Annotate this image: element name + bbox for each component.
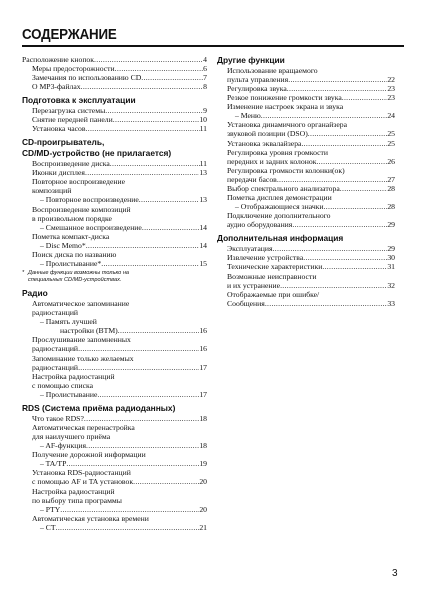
toc-entry-text: Извлечение устройства <box>227 253 304 263</box>
toc-entry-text: Замечания по использованию CD <box>32 73 142 83</box>
toc-entry <box>22 308 207 317</box>
toc-entry-text: Возможные неисправности <box>227 271 317 281</box>
toc-entry <box>217 299 395 308</box>
toc-leader-dots <box>113 115 200 124</box>
toc-leader-dots <box>149 514 207 523</box>
toc-entry-text: – Пролистывание <box>40 389 98 399</box>
toc-group-info <box>217 244 395 308</box>
toc-entry-page: 13 <box>199 195 207 205</box>
toc-leader-dots <box>125 177 207 186</box>
toc-entry <box>22 223 207 232</box>
toc-entry-page: 4 <box>203 55 207 64</box>
toc-entry <box>217 129 395 138</box>
toc-entry-text: Перезагрузка системы <box>32 106 106 116</box>
toc-leader-dots <box>118 326 200 335</box>
toc-entry <box>217 184 395 193</box>
toc-entry-page: 18 <box>199 413 207 423</box>
toc-entry-page: 28 <box>387 202 395 212</box>
toc-leader-dots <box>71 186 207 195</box>
toc-entry-text: Меры предосторожности <box>32 64 115 74</box>
toc-entry-text: Автоматическая установка времени <box>32 513 149 523</box>
toc-entry <box>217 175 395 184</box>
toc-entry-page: 21 <box>199 522 207 532</box>
section-heading-radio: Радио <box>22 288 48 299</box>
toc-entry <box>217 93 395 102</box>
toc-entry <box>217 157 395 166</box>
toc-leader-dots <box>60 505 199 514</box>
toc-entry-text: – Смешанное воспроизведение <box>40 222 142 232</box>
toc-entry-text: передних и задних колонок <box>227 156 317 166</box>
toc-leader-dots <box>86 441 199 450</box>
toc-leader-dots <box>112 214 207 223</box>
toc-entry <box>217 111 395 120</box>
toc-entry-text: – Пролистывание* <box>40 259 102 269</box>
toc-leader-dots <box>134 354 207 363</box>
toc-leader-dots <box>343 102 395 111</box>
toc-entry-text: Технические характеристики <box>227 262 323 272</box>
title-rule <box>22 45 404 47</box>
toc-entry-text: Прослушивание запомненных <box>32 335 131 345</box>
toc-entry-page: 32 <box>387 280 395 290</box>
toc-entry-text: Воспроизведение диска <box>32 159 110 169</box>
toc-entry-page: 11 <box>199 124 207 134</box>
toc-leader-dots <box>115 487 207 496</box>
toc-entry-page: 8 <box>203 82 207 92</box>
toc-leader-dots <box>86 241 200 250</box>
toc-entry-text: Воспроизведение композиций <box>32 204 131 214</box>
toc-group-other <box>217 66 395 230</box>
toc-leader-dots <box>78 308 207 317</box>
toc-leader-dots <box>273 244 388 253</box>
toc-entry-page: 20 <box>199 504 207 514</box>
toc-entry-page: 14 <box>199 222 207 232</box>
section-heading-rds: RDS (Система приёма радиоданных) <box>22 403 176 413</box>
toc-entry <box>22 344 207 353</box>
toc-entry-text: с помощью списка <box>32 380 94 390</box>
footnote-line: Данные функции возможны только на <box>28 270 130 277</box>
toc-entry <box>22 496 207 505</box>
footnote-star: * <box>22 270 25 277</box>
toc-entry-page: 23 <box>387 83 395 93</box>
toc-entry-text: Установка эквалайзера <box>227 138 302 148</box>
toc-leader-dots <box>78 344 199 353</box>
toc-entry-text: Автоматическая перенастройка <box>32 422 135 432</box>
toc-leader-dots <box>342 93 388 102</box>
toc-entry-page: 20 <box>199 477 207 487</box>
toc-entry <box>22 487 207 496</box>
toc-entry <box>22 186 207 195</box>
toc-entry <box>22 241 207 250</box>
toc-entry <box>22 450 207 459</box>
toc-entry <box>217 166 395 175</box>
toc-entry <box>217 148 395 157</box>
toc-leader-dots <box>277 175 388 184</box>
toc-group-prep <box>22 106 207 133</box>
toc-entry <box>217 75 395 84</box>
toc-entry-text: радиостанций <box>32 308 79 318</box>
toc-leader-dots <box>308 129 388 138</box>
toc-leader-dots <box>280 281 387 290</box>
toc-entry <box>217 281 395 290</box>
toc-entry-text: радиостанций <box>32 344 79 354</box>
page-number: 3 <box>392 568 398 579</box>
toc-entry <box>22 317 207 326</box>
toc-entry-text: – TA/TP <box>40 459 67 469</box>
toc-entry-page: 7 <box>203 73 207 83</box>
toc-entry-text: Поиск диска по названию <box>32 249 117 259</box>
toc-leader-dots <box>324 202 388 211</box>
section-heading-cd-line2: CD/MD-устройство (не прилагается) <box>22 148 172 159</box>
toc-entry <box>22 259 207 268</box>
toc-entry <box>22 205 207 214</box>
toc-entry-text: для наилучшего приёма <box>32 431 111 441</box>
toc-entry <box>22 390 207 399</box>
toc-entry-page: 33 <box>387 298 395 308</box>
toc-entry <box>22 441 207 450</box>
toc-top-group <box>22 55 207 91</box>
toc-entry <box>22 414 207 423</box>
section-heading-cd-line1: CD-проигрыватель, <box>22 137 105 148</box>
toc-leader-dots <box>316 272 395 281</box>
toc-leader-dots <box>141 73 203 82</box>
toc-entry-page: 18 <box>199 441 207 451</box>
toc-entry <box>22 523 207 532</box>
toc-entry <box>22 468 207 477</box>
toc-leader-dots <box>331 211 396 220</box>
right-column <box>217 55 395 308</box>
toc-entry <box>22 73 207 82</box>
toc-entry-text: Выбор спектрального анализатора <box>227 184 340 194</box>
toc-entry-text: – Меню <box>235 111 261 121</box>
toc-entry-text: Настройка радиостанций <box>32 371 115 381</box>
toc-entry <box>217 202 395 211</box>
toc-entry-page: 13 <box>199 168 207 178</box>
toc-leader-dots <box>131 335 207 344</box>
toc-entry-text: аудио оборудования <box>227 220 293 230</box>
toc-entry-page: 24 <box>387 111 395 121</box>
toc-entry-text: Регулировка громкости колонки(ок) <box>227 165 345 175</box>
toc-entry <box>22 514 207 523</box>
toc-leader-dots <box>110 159 200 168</box>
toc-leader-dots <box>66 459 199 468</box>
toc-entry-page: 28 <box>387 184 395 194</box>
toc-entry-text: Расположение кнопок <box>22 55 95 64</box>
toc-entry <box>22 432 207 441</box>
toc-entry <box>22 177 207 186</box>
toc-entry-page: 26 <box>387 156 395 166</box>
toc-entry <box>22 214 207 223</box>
toc-leader-dots <box>93 381 207 390</box>
toc-entry <box>217 66 395 75</box>
toc-entry-text: О MP3-файлах <box>32 82 81 92</box>
toc-entry-text: пульта управления <box>227 74 289 84</box>
toc-leader-dots <box>319 290 395 299</box>
toc-leader-dots <box>81 82 204 91</box>
toc-entry <box>22 82 207 91</box>
toc-entry-text: – Память лучшей <box>40 317 97 327</box>
page-title: СОДЕРЖАНИЕ <box>22 27 117 43</box>
toc-entry-text: радиостанций <box>32 362 79 372</box>
toc-leader-dots <box>345 166 395 175</box>
toc-entry-text: Установка динамичного органайзера <box>227 120 348 130</box>
toc-entry <box>217 262 395 271</box>
toc-entry <box>22 335 207 344</box>
toc-entry <box>22 459 207 468</box>
toc-entry-text: по выбору типа программы <box>32 495 122 505</box>
toc-entry <box>217 84 395 93</box>
toc-entry-text: Регулировка уровня громкости <box>227 147 329 157</box>
toc-entry-text: Иконки дисплея <box>32 168 85 178</box>
section-heading-cd <box>22 137 207 159</box>
toc-entry-text: Установка часов <box>32 124 86 134</box>
toc-entry <box>22 299 207 308</box>
toc-entry-text: Подключение дополнительного <box>227 211 331 221</box>
toc-entry-text: Что такое RDS? <box>32 413 84 423</box>
toc-entry-text: Снятие передней панели <box>32 115 113 125</box>
toc-entry-text: – Отображающиеся значки <box>235 202 324 212</box>
left-column <box>22 55 207 532</box>
toc-leader-dots <box>303 253 387 262</box>
toc-entry-page: 9 <box>203 106 207 116</box>
toc-leader-dots <box>135 423 207 432</box>
toc-entry <box>22 55 207 64</box>
toc-entry <box>217 272 395 281</box>
toc-entry <box>217 139 395 148</box>
toc-entry-page: 17 <box>199 362 207 372</box>
toc-leader-dots <box>265 299 387 308</box>
toc-entry <box>22 168 207 177</box>
toc-leader-dots <box>110 432 207 441</box>
toc-leader-dots <box>139 195 200 204</box>
toc-leader-dots <box>328 148 395 157</box>
toc-leader-dots <box>287 84 388 93</box>
toc-leader-dots <box>109 232 207 241</box>
toc-entry-text: звуковой позиции (DSO) <box>227 129 308 139</box>
toc-entry-page: 22 <box>387 74 395 84</box>
toc-entry <box>22 354 207 363</box>
toc-leader-dots <box>122 496 207 505</box>
toc-entry-text: Сообщения <box>227 298 265 308</box>
toc-leader-dots <box>318 66 395 75</box>
toc-entry <box>22 372 207 381</box>
toc-entry <box>22 250 207 259</box>
toc-entry <box>217 120 395 129</box>
toc-leader-dots <box>105 106 203 115</box>
toc-entry-page: 15 <box>199 259 207 269</box>
toc-entry <box>22 195 207 204</box>
toc-entry <box>22 232 207 241</box>
section-heading-other: Другие функции <box>217 55 285 65</box>
toc-entry-text: Регулировка звука <box>227 83 287 93</box>
toc-leader-dots <box>142 223 199 232</box>
toc-entry <box>22 124 207 133</box>
toc-entry-text: Пометка компакт-диска <box>32 231 110 241</box>
toc-entry <box>22 159 207 168</box>
toc-entry-page: 6 <box>203 64 207 74</box>
toc-leader-dots <box>301 139 387 148</box>
toc-leader-dots <box>322 262 387 271</box>
toc-leader-dots <box>116 250 207 259</box>
toc-entry <box>217 253 395 262</box>
toc-leader-dots <box>288 75 387 84</box>
toc-entry-page: 17 <box>199 389 207 399</box>
toc-leader-dots <box>131 205 207 214</box>
toc-leader-dots <box>347 120 395 129</box>
toc-leader-dots <box>85 168 199 177</box>
toc-leader-dots <box>292 220 387 229</box>
toc-entry <box>22 505 207 514</box>
toc-entry-page: 14 <box>199 240 207 250</box>
toc-entry <box>217 290 395 299</box>
toc-entry-text: Изменение настроек экрана и звука <box>227 102 344 112</box>
toc-entry-text: – Disc Memo* <box>40 240 86 250</box>
toc-entry-text: композиций <box>32 186 72 196</box>
toc-entry-text: Резкое понижение громкости звука <box>227 93 342 103</box>
toc-entry-text: – AF-функция <box>40 441 86 451</box>
toc-entry-page: 30 <box>387 253 395 263</box>
toc-entry <box>22 64 207 73</box>
toc-leader-dots <box>94 55 203 64</box>
toc-entry <box>22 106 207 115</box>
toc-entry-page: 25 <box>387 129 395 139</box>
section-heading-info: Дополнительная информация <box>217 233 344 244</box>
toc-entry-text: Автоматическое запоминание <box>32 298 130 308</box>
toc-entry <box>217 211 395 220</box>
toc-leader-dots <box>97 390 199 399</box>
toc-entry-page: 16 <box>199 344 207 354</box>
toc-leader-dots <box>97 317 207 326</box>
toc-leader-dots <box>332 193 395 202</box>
toc-leader-dots <box>129 299 207 308</box>
toc-entry-page: 23 <box>387 93 395 103</box>
toc-leader-dots <box>146 450 207 459</box>
toc-leader-dots <box>261 111 388 120</box>
toc-entry-text: Запоминание только желаемых <box>32 353 134 363</box>
toc-entry <box>217 244 395 253</box>
toc-leader-dots <box>115 372 207 381</box>
toc-entry-page: 25 <box>387 138 395 148</box>
toc-entry-page: 29 <box>387 220 395 230</box>
toc-entry-text: – PTY <box>40 504 61 514</box>
toc-leader-dots <box>115 64 204 73</box>
toc-entry-page: 19 <box>199 459 207 469</box>
toc-entry-text: – CT <box>40 522 56 532</box>
toc-entry-page: 10 <box>199 115 207 125</box>
toc-entry-text: настройки (BTM) <box>60 326 118 336</box>
toc-entry <box>22 115 207 124</box>
toc-entry-page: 31 <box>387 262 395 272</box>
toc-entry <box>217 220 395 229</box>
toc-entry <box>22 477 207 486</box>
toc-group-radio <box>22 299 207 399</box>
toc-entry-text: Эксплуатация <box>227 244 273 254</box>
toc-entry <box>217 193 395 202</box>
toc-entry-text: Отображаемые при ошибке/ <box>227 289 320 299</box>
toc-leader-dots <box>133 477 199 486</box>
toc-leader-dots <box>56 523 200 532</box>
toc-leader-dots <box>101 259 199 268</box>
toc-entry <box>22 381 207 390</box>
toc-entry-text: и их устранение <box>227 280 281 290</box>
toc-entry-text: – Повторное воспроизведение <box>40 195 139 205</box>
toc-leader-dots <box>86 124 200 133</box>
toc-group-cd <box>22 159 207 268</box>
toc-entry <box>22 363 207 372</box>
toc-entry-text: в произвольном порядке <box>32 213 112 223</box>
toc-leader-dots <box>84 414 199 423</box>
toc-entry-page: 16 <box>199 326 207 336</box>
toc-entry <box>22 326 207 335</box>
toc-entry-text: Повторное воспроизведение <box>32 177 126 187</box>
toc-entry-text: Установка RDS-радиостанций <box>32 468 131 478</box>
toc-leader-dots <box>340 184 388 193</box>
toc-leader-dots <box>131 468 207 477</box>
footnote <box>22 270 207 284</box>
toc-entry-text: передачи басов <box>227 174 277 184</box>
toc-leader-dots <box>316 157 387 166</box>
toc-entry-text: Настройка радиостанций <box>32 486 115 496</box>
footnote-line: специальных CD/MD-устройствах. <box>28 277 122 284</box>
toc-entry-text: с помощью AF и TA установок <box>32 477 134 487</box>
section-heading-prep: Подготовка к эксплуатации <box>22 95 136 106</box>
toc-group-rds <box>22 414 207 532</box>
toc-entry <box>217 102 395 111</box>
toc-entry-page: 29 <box>387 244 395 254</box>
toc-entry-text: Использование вращаемого <box>227 65 318 75</box>
toc-entry-page: 11 <box>199 159 207 169</box>
toc-entry-text: Получение дорожной информации <box>32 450 146 460</box>
toc-leader-dots <box>78 363 199 372</box>
toc-entry-text: Пометка дисплея демонстрации <box>227 193 332 203</box>
toc-entry-page: 27 <box>387 174 395 184</box>
toc-entry <box>22 423 207 432</box>
